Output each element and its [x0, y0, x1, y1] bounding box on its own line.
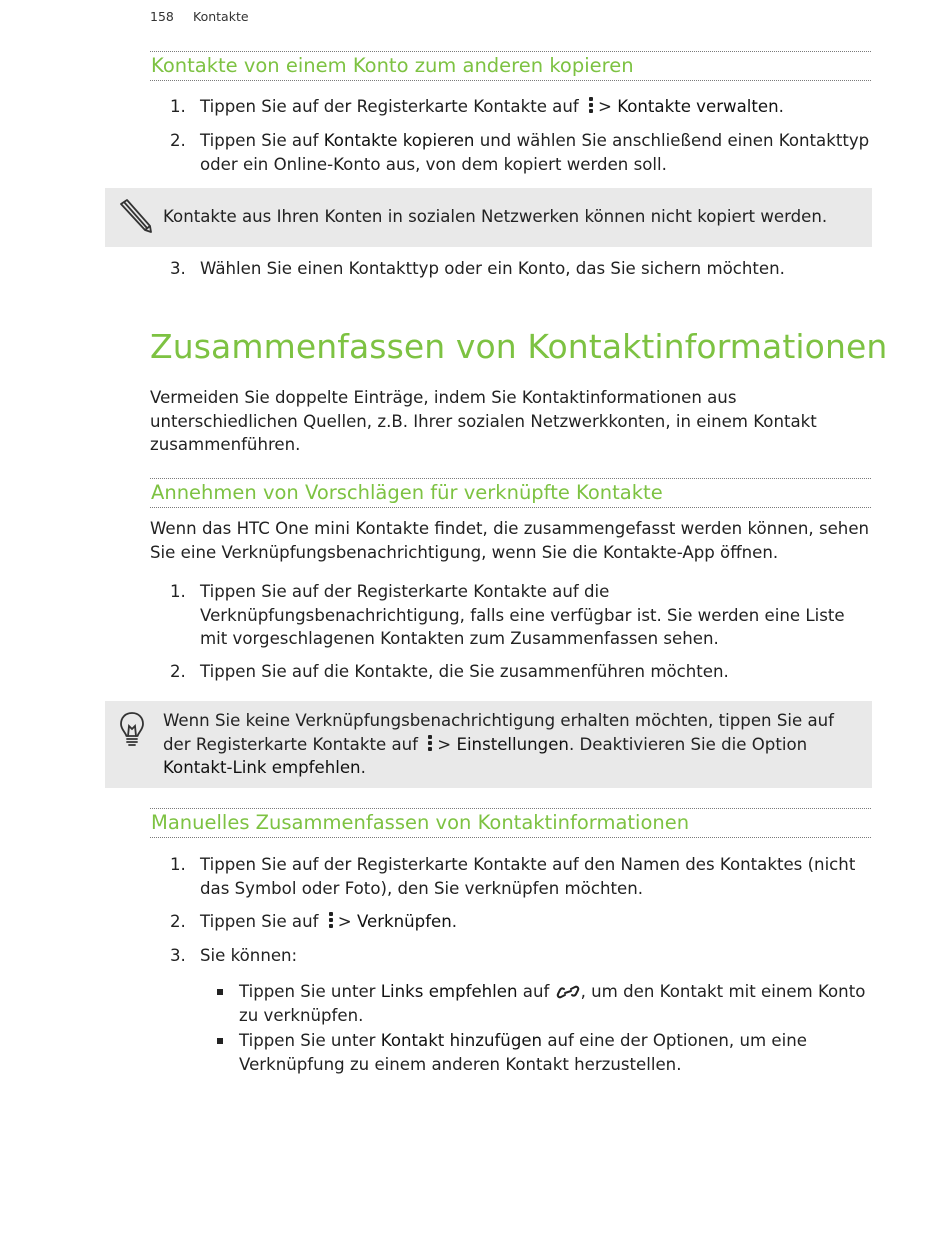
- menu-item-name: Kontakte verwalten: [617, 97, 779, 116]
- punctuation: .: [360, 758, 366, 777]
- step-text: Sie können:: [200, 946, 298, 965]
- step-text: Tippen Sie auf der Registerkarte Kontakte auf die Verknüpfungsbenachrichtigung, falls eine verfügbar ist. Sie werden eine Liste mit vorgeschlagenen Kontakten zum Zusammenfassen sehen.: [200, 582, 845, 648]
- step-text: und wählen Sie anschließend einen Kontakttyp oder ein Online-Konto aus, von dem kopiert werden soll.: [200, 131, 870, 174]
- step-item: [150, 580, 880, 651]
- tip-box: [105, 701, 872, 788]
- note-box: [105, 188, 872, 247]
- step-number: 2.: [170, 912, 186, 931]
- step-item: [150, 129, 880, 176]
- bullet-text: Tippen Sie unter: [239, 1031, 376, 1050]
- bullet-marker: [217, 1038, 223, 1044]
- step-separator: >: [337, 912, 352, 931]
- option-name: Kontakt hinzufügen: [380, 1031, 543, 1050]
- section-heading-manual-merge: Manuelles Zusammenfassen von Kontaktinformationen: [150, 808, 871, 838]
- bullet-item: [150, 1029, 880, 1076]
- step-number: 3.: [170, 259, 186, 278]
- bullet-text: auf: [522, 982, 550, 1001]
- bullet-item: [150, 980, 880, 1027]
- punctuation: .: [778, 97, 784, 116]
- chapter-name: Kontakte: [193, 9, 249, 24]
- step-text: Tippen Sie auf die Kontakte, die Sie zusammenführen möchten.: [200, 662, 729, 681]
- page-number: 158: [150, 9, 174, 24]
- tip-text: [163, 709, 843, 780]
- step-item: [150, 95, 880, 119]
- suggestions-paragraph: Wenn das HTC One mini Kontakte findet, die zusammengefasst werden können, sehen Sie eine Verknüpfungsbenachrichtigung, wenn Sie die Kontakte-App öffnen.: [150, 519, 870, 562]
- step-number: 1.: [170, 97, 186, 116]
- link-icon: [556, 984, 580, 1000]
- intro-paragraph: Vermeiden Sie doppelte Einträge, indem Sie Kontaktinformationen aus unterschiedlichen Quellen, z.B. Ihrer sozialen Netzwerkkonten, in einem Kontakt zusammenführen.: [150, 388, 817, 454]
- option-name: Links empfehlen: [380, 982, 518, 1001]
- section-heading-copy-contacts: Kontakte von einem Konto zum anderen kopieren: [150, 51, 871, 81]
- step-text: Tippen Sie auf: [200, 912, 319, 931]
- step-number: 2.: [170, 662, 186, 681]
- note-text: Kontakte aus Ihren Konten in sozialen Netzwerken können nicht kopiert werden.: [163, 207, 828, 226]
- tip-separator: >: [437, 734, 452, 754]
- page-header: [150, 9, 249, 24]
- pencil-icon: [117, 198, 153, 234]
- section-heading-suggestions: Annehmen von Vorschlägen für verknüpfte Kontakte: [150, 478, 871, 508]
- step-number: 1.: [170, 855, 186, 874]
- step-separator: >: [598, 97, 612, 116]
- step-item: [150, 660, 880, 684]
- tip-text-part: Wenn Sie keine Verknüpfungsbenachrichtigung erhalten möchten, tippen Sie auf der Registerkarte Kontakte auf: [163, 711, 834, 754]
- step-text: Tippen Sie auf: [200, 131, 319, 150]
- more-options-icon: [328, 912, 334, 929]
- tip-text-part: . Deaktivieren Sie die Option: [568, 734, 808, 754]
- step-text: Tippen Sie auf der Registerkarte Kontakte auf: [200, 97, 579, 116]
- step-text: Tippen Sie auf der Registerkarte Kontakte auf den Namen des Kontaktes (nicht das Symbol oder Foto), den Sie verknüpfen möchten.: [200, 855, 856, 898]
- step-item: [150, 944, 880, 968]
- step-item: [150, 853, 880, 900]
- more-options-icon: [588, 97, 594, 114]
- bullet-text: , um den Kontakt mit einem Konto zu verknüpfen.: [239, 982, 866, 1025]
- step-number: 3.: [170, 946, 186, 965]
- bullet-text: Tippen Sie unter: [239, 982, 376, 1001]
- step-item: [150, 910, 880, 934]
- page-title: Zusammenfassen von Kontaktinformationen: [150, 327, 888, 366]
- step-text: Wählen Sie einen Kontakttyp oder ein Konto, das Sie sichern möchten.: [200, 259, 785, 278]
- step-item: [150, 257, 880, 281]
- lightbulb-icon: [119, 711, 145, 749]
- more-options-icon: [427, 735, 433, 752]
- menu-item-name: Einstellungen: [456, 734, 569, 754]
- bullet-text: auf eine der Optionen, um eine Verknüpfung zu einem anderen Kontakt herzustellen.: [239, 1031, 807, 1074]
- punctuation: .: [451, 912, 458, 931]
- menu-item-name: Verknüpfen: [356, 912, 452, 931]
- menu-item-name: Kontakte kopieren: [323, 131, 475, 150]
- step-number: 1.: [170, 582, 186, 601]
- bullet-marker: [217, 989, 223, 995]
- step-number: 2.: [170, 131, 186, 150]
- option-name: Kontakt-Link empfehlen: [163, 758, 361, 777]
